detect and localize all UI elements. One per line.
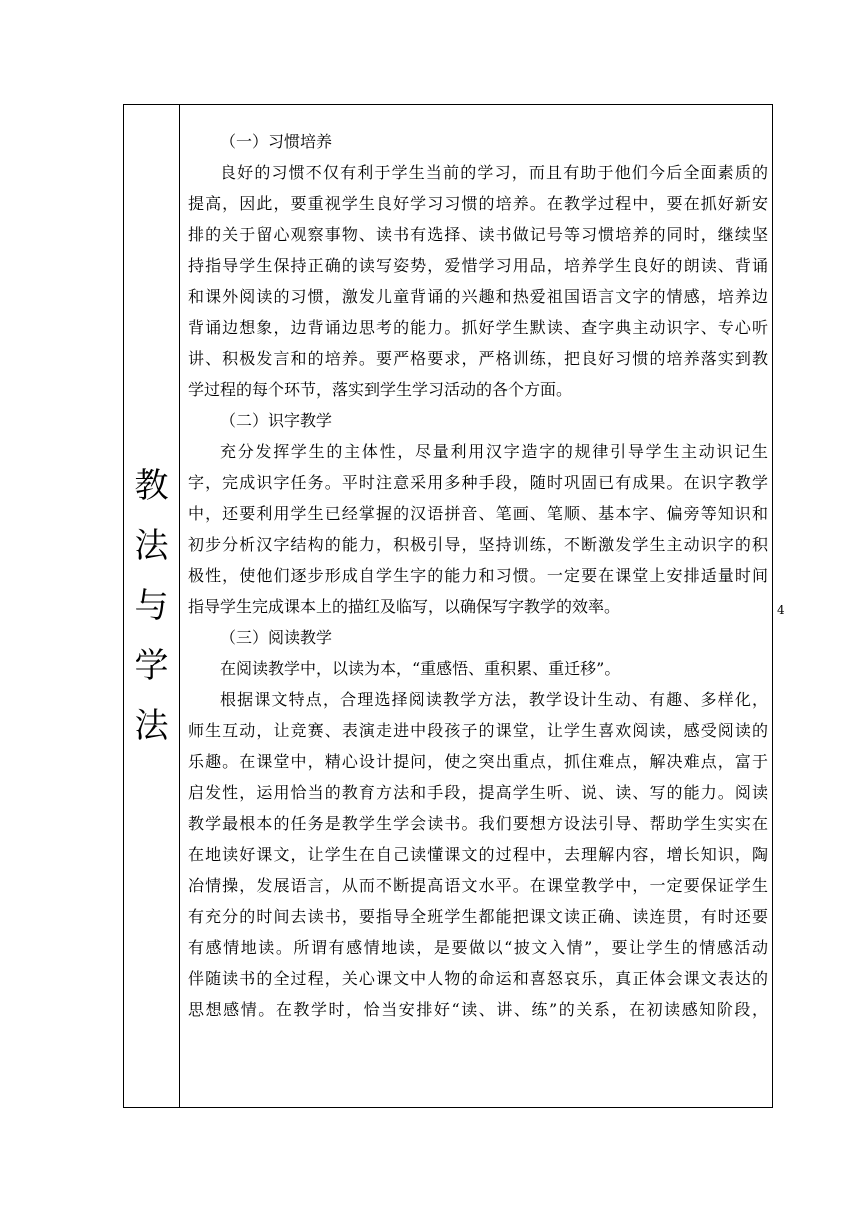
paragraph-line: 思想感情。在教学时，恰当安排好“读、讲、练”的关系，在初读感知阶段， <box>188 1000 768 1019</box>
section-label-char: 学 <box>134 646 169 686</box>
paragraph-line: 良好的习惯不仅有利于学生当前的学习，而且有助于他们今后全面素质的 <box>220 163 768 182</box>
paragraph-line: 冶情操，发展语言，从而不断提高语文水平。在课堂教学中，一定要保证学生 <box>188 876 768 895</box>
paragraph-line: 乐趣。在课堂中，精心设计提问，使之突出重点，抓住难点，解决难点，富于 <box>188 752 768 771</box>
paragraph-line: 在地读好课文，让学生在自己读懂课文的过程中，去理解内容，增长知识，陶 <box>188 845 768 864</box>
paragraph-line: 背诵边想象，边背诵边思考的能力。抓好学生默读、查字典主动识字、专心听 <box>188 318 768 337</box>
section-label-char: 法 <box>134 706 169 746</box>
paragraph-line: 伴随读书的全过程，关心课文中人物的命运和喜怒哀乐，真正体会课文表达的 <box>188 969 768 988</box>
paragraph-line: 根据课文特点，合理选择阅读教学方法，教学设计生动、有趣、多样化， <box>220 690 768 709</box>
paragraph-line: 持指导学生保持正确的读写姿势，爱惜学习用品，培养学生良好的朗读、背诵 <box>188 256 768 275</box>
section-label-cell <box>124 105 180 1107</box>
section-label-char: 教 <box>134 466 169 506</box>
paragraph-line: 启发性，运用恰当的教育方法和手段，提高学生听、说、读、写的能力。阅读 <box>188 783 768 802</box>
paragraph-line: 初步分析汉字结构的能力，积极引导，坚持训练，不断激发学生主动识字的积 <box>188 535 768 554</box>
paragraph-line: 讲、积极发言和的培养。要严格要求，严格训练，把良好习惯的培养落实到教 <box>188 349 768 368</box>
paragraph-line: 字，完成识字任务。平时注意采用多种手段，随时巩固已有成果。在识字教学 <box>188 473 768 492</box>
body-text-cell <box>180 105 772 1107</box>
paragraph-line: 中，还要利用学生已经掌握的汉语拼音、笔画、笔顺、基本字、偏旁等知识和 <box>188 504 768 523</box>
paragraph-line: 提高，因此，要重视学生良好学习习惯的培养。在教学过程中，要在抓好新安 <box>188 194 768 213</box>
paragraph-line: 学过程的每个环节，落实到学生学习活动的各个方面。 <box>188 380 573 399</box>
section-heading: （三）阅读教学 <box>220 628 333 647</box>
paragraph-line: 极性，使他们逐步形成自学生字的能力和习惯。一定要在课堂上安排适量时间 <box>188 566 768 585</box>
page-number: 4 <box>777 603 785 617</box>
section-label-char: 与 <box>134 586 169 626</box>
section-heading: （二）识字教学 <box>220 411 333 430</box>
paragraph-line: 有充分的时间去读书，要指导全班学生都能把课文读正确、读连贯，有时还要 <box>188 907 768 926</box>
paragraph-line: 教学最根本的任务是教学生学会读书。我们要想方设法引导、帮助学生实实在 <box>188 814 768 833</box>
paragraph-line: 指导学生完成课本上的描红及临写，以确保写字教学的效率。 <box>188 597 621 616</box>
paragraph-line: 排的关于留心观察事物、读书有选择、读书做记号等习惯培养的同时，继续坚 <box>188 225 768 244</box>
paragraph-line: 师生互动，让竞赛、表演走进中段孩子的课堂，让学生喜欢阅读，感受阅读的 <box>188 721 768 740</box>
section-label-char: 法 <box>134 526 169 566</box>
paragraph-line: 充分发挥学生的主体性，尽量利用汉字造字的规律引导学生主动识记生 <box>220 442 768 461</box>
section-heading: （一）习惯培养 <box>220 132 333 151</box>
content-table <box>123 104 773 1108</box>
paragraph-line: 和课外阅读的习惯，激发儿童背诵的兴趣和热爱祖国语言文字的情感，培养边 <box>188 287 768 306</box>
paragraph-line: 有感情地读。所谓有感情地读，是要做以“披文入情”，要让学生的情感活动 <box>188 938 768 957</box>
paragraph-line: 在阅读教学中，以读为本，“重感悟、重积累、重迁移”。 <box>220 659 621 678</box>
